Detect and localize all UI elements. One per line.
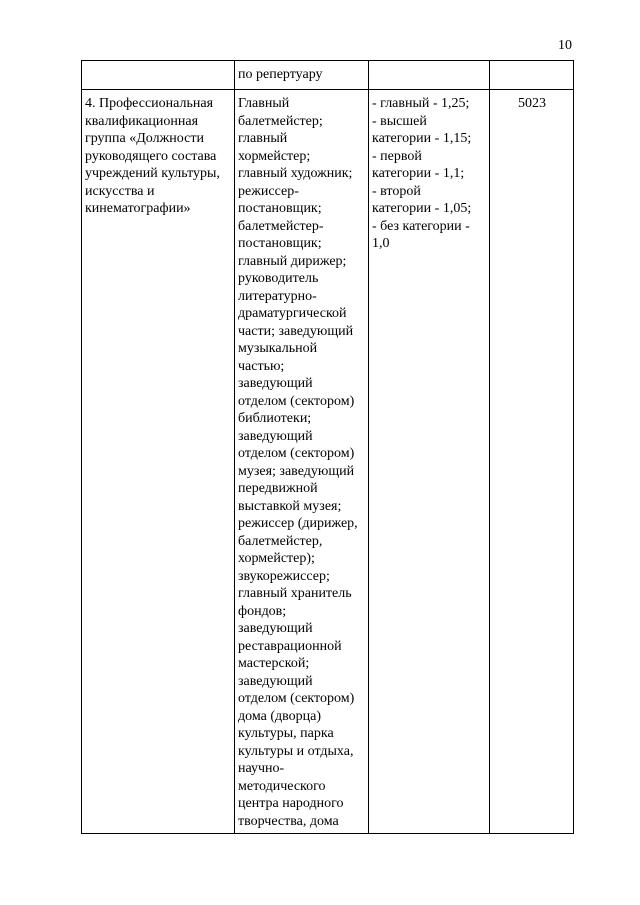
positions-text-line: выставкой музея; bbox=[238, 498, 342, 514]
group-cell bbox=[82, 61, 235, 90]
positions-text-line: реставрационной bbox=[238, 638, 342, 654]
positions-text-line: части; заведующий bbox=[238, 323, 354, 339]
positions-text-line: музыкальной bbox=[238, 341, 318, 356]
positions-text-line: главный дирижер; bbox=[238, 253, 347, 269]
positions-text-line: музея; заведующий bbox=[238, 463, 355, 479]
positions-text-line: главный хранитель bbox=[238, 586, 352, 601]
coefficient-text-line: - первой bbox=[372, 148, 422, 164]
positions-text-line: хормейстер); bbox=[238, 551, 315, 566]
group-text-line: квалификационная bbox=[85, 113, 199, 129]
positions-text-line: заведующий bbox=[238, 621, 313, 636]
coefficient-text-line: 1,0 bbox=[372, 236, 390, 251]
positions-text-line: режиссер- bbox=[238, 183, 299, 199]
positions-text-line: культуры и отдыха, bbox=[238, 743, 354, 759]
positions-text-line: культуры, парка bbox=[238, 726, 334, 741]
table-row bbox=[82, 61, 574, 90]
coefficient-text-line: - главный - 1,25; bbox=[372, 96, 470, 111]
positions-text-line: методического bbox=[238, 778, 326, 794]
coefficient-text-line: категории - 1,1; bbox=[372, 166, 465, 181]
group-text-line: искусства и bbox=[85, 183, 155, 199]
positions-text-line: балетмейстер- bbox=[238, 218, 324, 234]
positions-text-line: Главный bbox=[238, 96, 290, 111]
positions-text-line: главный художник; bbox=[238, 166, 353, 181]
coefficient-text-line: - второй bbox=[372, 183, 421, 199]
positions-text-line: отделом (сектором) bbox=[238, 691, 355, 706]
positions-text-line: отделом (сектором) bbox=[238, 393, 355, 409]
positions-text-line: режиссер (дирижер, bbox=[238, 516, 358, 531]
positions-text-line: драматургической bbox=[238, 306, 347, 321]
page-number: 10 bbox=[558, 38, 572, 53]
positions-text-line: творчества, дома bbox=[238, 813, 339, 829]
positions-text-line: научно- bbox=[238, 761, 285, 776]
positions-text-line: мастерской; bbox=[238, 656, 310, 671]
positions-text-line: центра народного bbox=[238, 796, 344, 811]
positions-text-line: библиотеки; bbox=[238, 411, 312, 426]
group-text-line: группа «Должности bbox=[85, 131, 204, 146]
group-text-line: учреждений культуры, bbox=[85, 166, 220, 181]
salary-cell: 5023 bbox=[490, 90, 574, 834]
coefficient-text-line: - без категории - bbox=[372, 218, 470, 234]
coefficient-cell bbox=[369, 90, 490, 834]
salary-table bbox=[81, 60, 574, 834]
coefficient-text-line: категории - 1,05; bbox=[372, 201, 472, 216]
positions-text-line: хормейстер; bbox=[238, 148, 311, 164]
positions-text-line: постановщик; bbox=[238, 201, 322, 216]
positions-text-line: балетмейстер, bbox=[238, 533, 323, 549]
positions-text-line: литературно- bbox=[238, 288, 317, 304]
positions-cell bbox=[235, 90, 369, 834]
group-text-line: 4. Профессиональная bbox=[85, 96, 214, 111]
group-cell bbox=[82, 90, 235, 834]
group-text-line: кинематографии» bbox=[85, 201, 191, 216]
positions-text-line: руководитель bbox=[238, 271, 319, 286]
positions-text-line: частью; bbox=[238, 358, 285, 374]
positions-cell: по репертуару bbox=[235, 61, 369, 90]
salary-cell bbox=[490, 61, 574, 90]
positions-text-line: заведующий bbox=[238, 428, 313, 444]
positions-text-line: главный bbox=[238, 131, 288, 146]
coefficient-cell bbox=[369, 61, 490, 90]
positions-text-line: балетмейстер; bbox=[238, 113, 323, 129]
positions-text-line: дома (дворца) bbox=[238, 708, 322, 724]
coefficient-text-line: - высшей bbox=[372, 113, 427, 129]
positions-text-line: заведующий bbox=[238, 376, 313, 391]
positions-text-line: звукорежиссер; bbox=[238, 568, 330, 584]
positions-text-line: фондов; bbox=[238, 603, 287, 619]
positions-text-line: отделом (сектором) bbox=[238, 446, 355, 461]
positions-text-line: заведующий bbox=[238, 673, 313, 689]
group-text-line: руководящего состава bbox=[85, 148, 217, 164]
table-row bbox=[82, 90, 574, 834]
coefficient-text-line: категории - 1,15; bbox=[372, 131, 472, 146]
positions-text-line: передвижной bbox=[238, 481, 318, 496]
positions-text-line: постановщик; bbox=[238, 236, 322, 251]
